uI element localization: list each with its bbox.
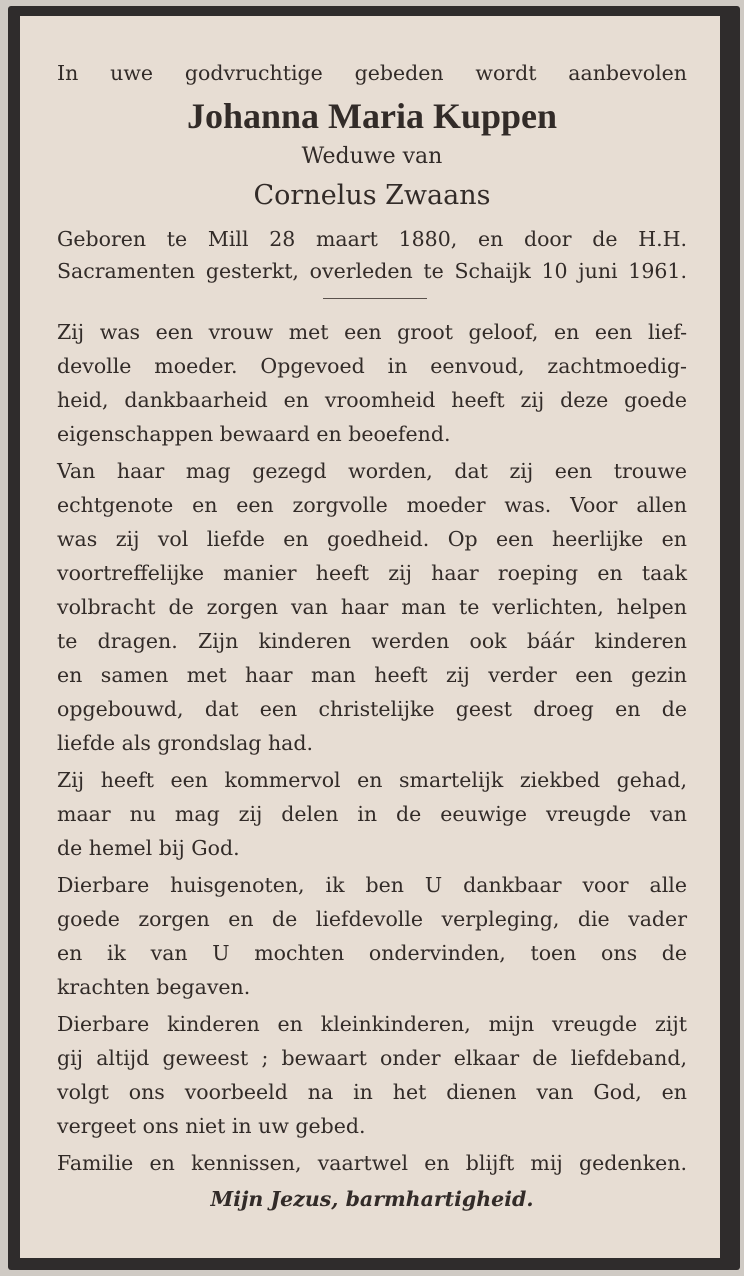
- body-line: opgebouwd, dat een christelijke geest droeg en de: [57, 697, 687, 721]
- death-line: Sacramenten gesterkt, overleden te Schaijk 10 juni 1961.: [57, 259, 687, 283]
- body-line: krachten begaven.: [57, 975, 251, 999]
- body-line: Dierbare huisgenoten, ik ben U dankbaar voor alle: [57, 873, 687, 897]
- body-line: liefde als grondslag had.: [57, 731, 314, 755]
- intro-line: In uwe godvruchtige gebeden wordt aanbevolen: [57, 61, 687, 85]
- body-line: volbracht de zorgen van haar man te verlichten, helpen: [57, 595, 687, 619]
- body-line: en samen met haar man heeft zij verder een gezin: [57, 663, 687, 687]
- body-line: vergeet ons niet in uw gebed.: [57, 1114, 366, 1138]
- deceased-name: Johanna Maria Kuppen: [186, 96, 558, 136]
- prayer-motto: Mijn Jezus, barmhartigheid.: [210, 1187, 534, 1211]
- body-line: volgt ons voorbeeld na in het dienen van God, en: [57, 1080, 687, 1104]
- widow-of-label: Weduwe van: [301, 144, 443, 169]
- birth-line: Geboren te Mill 28 maart 1880, en door de H.H.: [57, 227, 687, 251]
- body-line: Zij heeft een kommervol en smartelijk ziekbed gehad,: [57, 768, 687, 792]
- body-line: voortreffelijke manier heeft zij haar roeping en taak: [57, 561, 687, 585]
- body-line: Familie en kennissen, vaartwel en blijft mij gedenken.: [57, 1151, 687, 1175]
- body-line: eigenschappen bewaard en beoefend.: [57, 422, 451, 446]
- body-line: gij altijd geweest ; bewaart onder elkaar de liefdeband,: [57, 1046, 687, 1070]
- body-line: devolle moeder. Opgevoed in eenvoud, zachtmoedig-: [57, 354, 687, 378]
- body-line: de hemel bij God.: [57, 836, 240, 860]
- body-line: te dragen. Zijn kinderen werden ook báár kinderen: [57, 629, 687, 653]
- body-line: en ik van U mochten ondervinden, toen ons de: [57, 941, 687, 965]
- body-line: echtgenote en een zorgvolle moeder was. Voor allen: [57, 493, 687, 517]
- divider-rule: [323, 298, 427, 299]
- body-line: goede zorgen en de liefdevolle verpleging, die vader: [57, 907, 687, 931]
- husband-name: Cornelus Zwaans: [253, 180, 491, 211]
- body-line: heid, dankbaarheid en vroomheid heeft zij deze goede: [57, 388, 687, 412]
- card-paper: [20, 16, 720, 1258]
- body-line: was zij vol liefde en goedheid. Op een heerlijke en: [57, 527, 687, 551]
- body-line: maar nu mag zij delen in de eeuwige vreugde van: [57, 802, 687, 826]
- body-line: Dierbare kinderen en kleinkinderen, mijn vreugde zijt: [57, 1012, 687, 1036]
- body-line: Van haar mag gezegd worden, dat zij een trouwe: [57, 459, 687, 483]
- body-line: Zij was een vrouw met een groot geloof, en een lief-: [57, 320, 687, 344]
